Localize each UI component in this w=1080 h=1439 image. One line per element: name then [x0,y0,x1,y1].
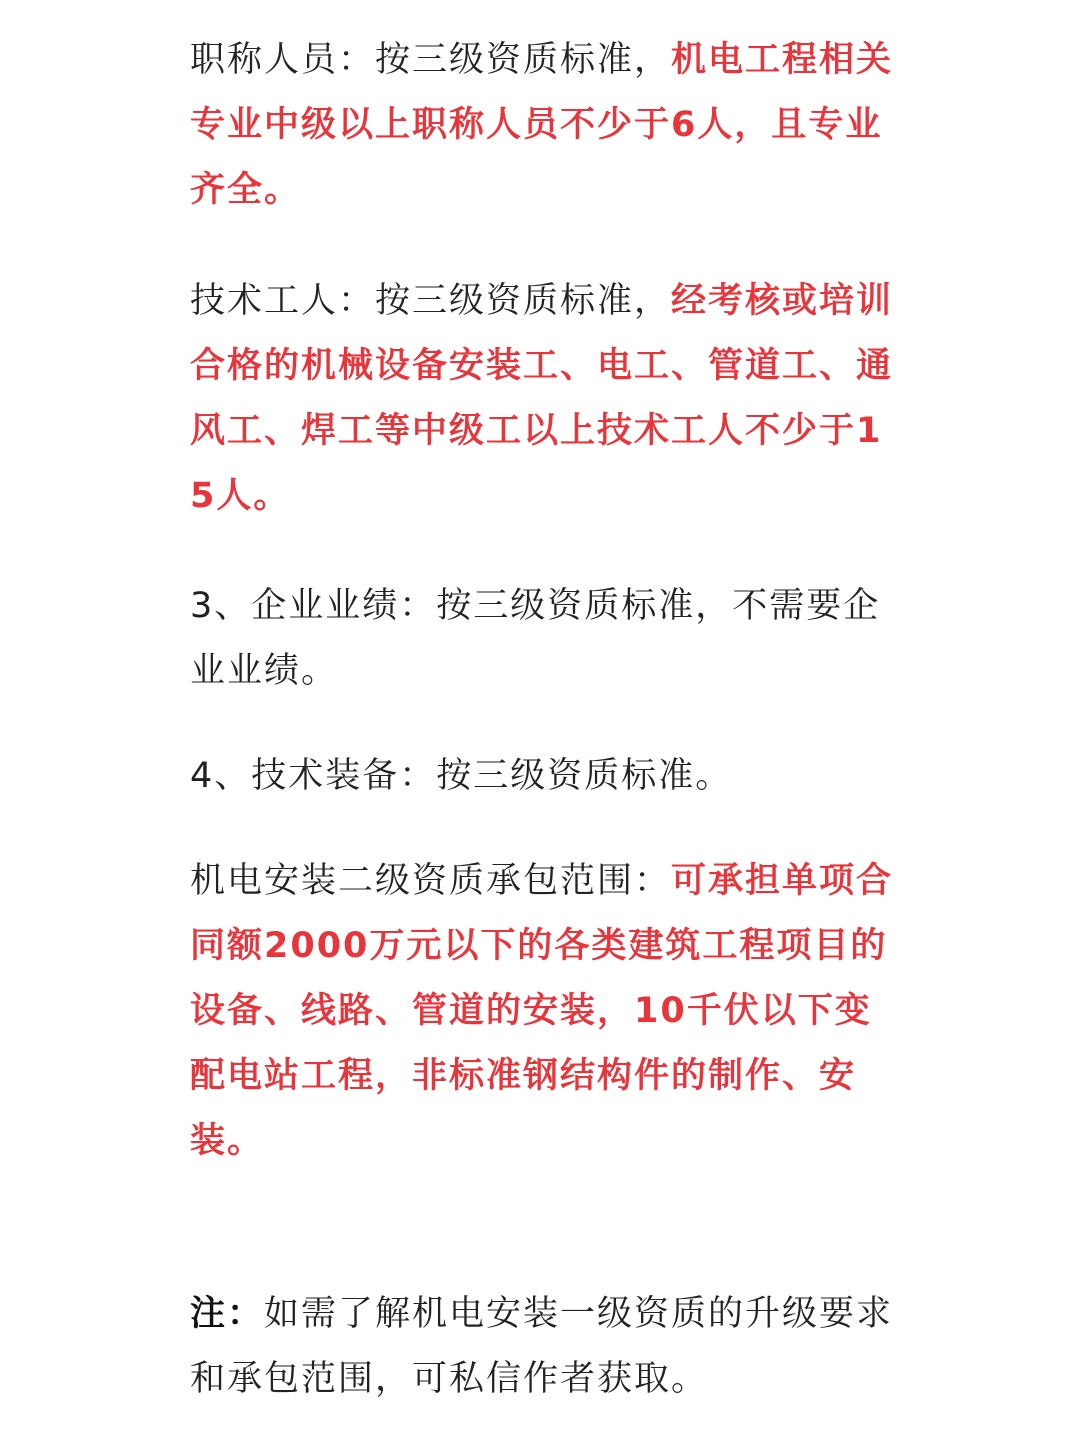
technical-workers-requirement: 经考核或培训合格的机械设备安装工、电工、管道工、通风工、焊工等中级工以上技术工人不少于15人。 [190,281,894,516]
paragraph-enterprise-performance: 3、企业业绩：按三级资质标准，不需要企业业绩。 [190,586,881,691]
paragraph-technical-workers [190,269,895,529]
professional-staff-label: 职称人员：按三级资质标准， [190,40,672,80]
contract-scope-label: 机电安装二级资质承包范围： [190,861,672,901]
professional-staff-requirement: 机电工程相关专业中级以上职称人员不少于6人，且专业齐全。 [190,40,894,210]
note-text: 如需了解机电安装一级资质的升级要求和承包范围，可私信作者获取。 [190,1294,894,1399]
paragraph-note [190,1282,895,1412]
paragraph-contract-scope [190,849,895,1174]
paragraph-technical-equipment: 4、技术装备：按三级资质标准。 [190,756,733,796]
technical-workers-label: 技术工人：按三级资质标准， [190,281,672,321]
paragraph-professional-staff [190,28,895,223]
note-label: 注： [190,1294,265,1334]
document-body [190,28,895,1412]
contract-scope-detail: 可承担单项合同额2000万元以下的各类建筑工程项目的设备、线路、管道的安装，10千伏以下变配电站工程，非标准钢结构件的制作、安装。 [190,861,894,1161]
